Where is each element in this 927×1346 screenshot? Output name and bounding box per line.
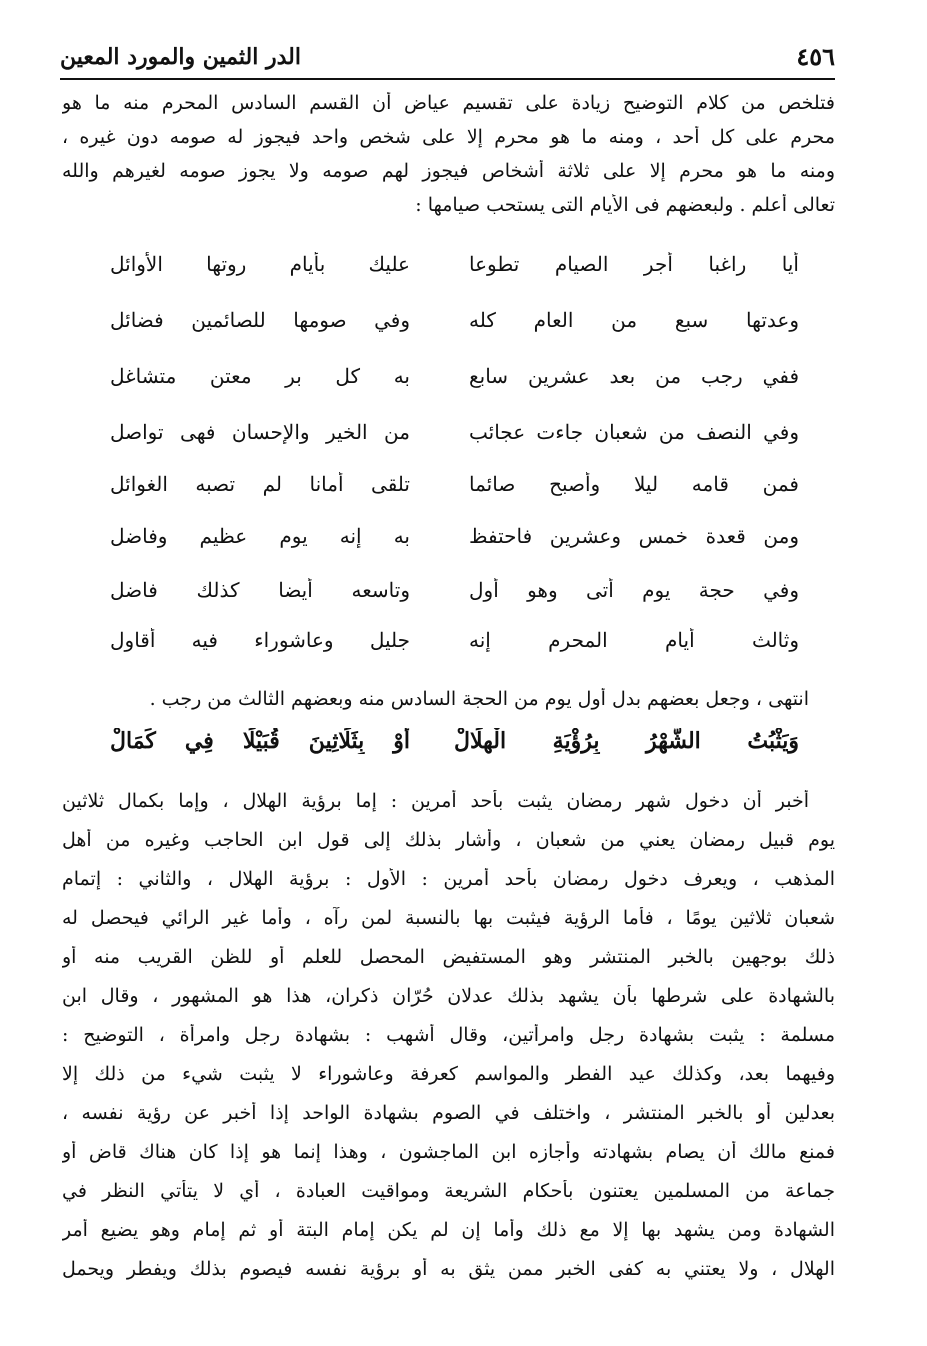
poem-verse-second-hemistich: جليل وعاشوراء فيه أقاول bbox=[110, 628, 410, 652]
commentary-line: الهلال ، ولا يعتني به كفى الخبر ممن يثق به أو برؤية نفسه فيصوم بذلك ويفطر ويحمل bbox=[62, 1258, 835, 1280]
page-number: ٤٥٦ bbox=[796, 42, 835, 71]
poem-verse-first-hemistich: أيا راغبا أجر الصيام تطوعا bbox=[469, 252, 799, 276]
poem-verse-second-hemistich: به إنه يوم عظيم وفاضل bbox=[110, 524, 410, 548]
commentary-line: المذهب ، ويعرف دخول رمضان بأحد أمرين : الأول : برؤية الهلال ، والثاني : إتمام bbox=[62, 868, 835, 890]
commentary-line: ذلك بوجهين بالخبر المنتشر وهو المستفيض المحصل للعلم أو للظن القريب منه أو bbox=[62, 946, 835, 968]
poem-verse-first-hemistich: وثالث أيام المحرم إنه bbox=[469, 628, 799, 652]
commentary-line: الشهادة ومن يشهد بها إلا مع ذلك وأما إن لم يكن إمام البتة أو ثم إمام وهو يضيع أمر bbox=[62, 1219, 835, 1241]
poem-verse-first-hemistich: وعدتها سبع من العام كله bbox=[469, 308, 799, 332]
intro-line: تعالى أعلم . ولبعضهم فى الأيام التى يستحب صيامها : bbox=[415, 194, 835, 216]
commentary-line: شعبان ثلاثين يومًا ، فأما الرؤية فيثبت بها بالنسبة لمن رآه ، وأما غير الرائي فيحصل له bbox=[62, 907, 835, 929]
poem-verse-first-hemistich: ففي رجب من بعد عشرين سابع bbox=[469, 364, 799, 388]
poem-verse-second-hemistich: به كل بر معتن متشاغل bbox=[110, 364, 410, 388]
poem-verse-first-hemistich: فمن قامه ليلا وأصبح صائما bbox=[469, 472, 799, 496]
commentary-line: بالشهادة على شرطها بأن يشهد بذلك عدلان حُرّان ذكران، هذا هو المشهور ، وقال ابن bbox=[62, 985, 835, 1007]
poem-verse-second-hemistich: وفي صومها للصائمين فضائل bbox=[110, 308, 410, 332]
matn-second-hemistich: أَوْ بِثَلَاثِينَ قُبَيْلًا فِي كَمَالْ bbox=[110, 728, 410, 754]
page-header bbox=[60, 40, 835, 80]
commentary-line: بعدلين أو بالخبر المنتشر ، واختلف في الصوم بشهادة الواحد إذا أخبر عن رؤية نفسه ، bbox=[62, 1102, 835, 1124]
commentary-line: مسلمة : يثبت بشهادة رجل وامرأتين، وقال أشهب : بشهادة رجل وامرأة ، التوضيح : bbox=[62, 1024, 835, 1046]
poem-verse-second-hemistich: عليك بأيام روتها الأوائل bbox=[110, 252, 410, 276]
intro-line: فتلخص من كلام التوضيح زيادة على تقسيم عياض أن القسم السادس المحرم منه ما هو bbox=[62, 92, 835, 114]
poem-verse-second-hemistich: تلقى أمانا لم تصبه الغوائل bbox=[110, 472, 410, 496]
commentary-line: يوم قبيل رمضان يعني من شعبان ، وأشار بذلك إلى قول ابن الحاجب وغيره من أهل bbox=[62, 829, 835, 851]
running-title: الدر الثمين والمورد المعين bbox=[60, 44, 302, 70]
poem-verse-first-hemistich: ومن قعدة خمس وعشرين فاحتفظ bbox=[469, 524, 799, 548]
commentary-line: أخبر أن دخول شهر رمضان يثبت بأحد أمرين : إما برؤية الهلال ، وإما بكمال ثلاثين bbox=[62, 790, 809, 812]
poem-verse-first-hemistich: وفي حجة يوم أتى وهو أول bbox=[469, 578, 799, 602]
matn-first-hemistich: وَيَثْبُتُ الشَّهْرُ بِرُؤْيَةِ الْهِلَالْ bbox=[454, 728, 799, 754]
poem-verse-second-hemistich: من الخير والإحسان فهى تواصل bbox=[110, 420, 410, 444]
after-poem-line: انتهى ، وجعل بعضهم بدل أول يوم من الحجة السادس منه وبعضهم الثالث من رجب . bbox=[149, 688, 809, 710]
intro-line: محرم على كل أحد ، ومنه ما هو محرم إلا على شخص واحد فيجوز له صومه دون غيره ، bbox=[62, 126, 835, 148]
commentary-line: جماعة من المسلمين يعتنون بأحكام الشريعة ومواقيت العبادة ، أي لا يتأتي النظر في bbox=[62, 1180, 835, 1202]
poem-verse-first-hemistich: وفي النصف من شعبان جاءت عجائب bbox=[469, 420, 799, 444]
intro-line: ومنه ما هو محرم إلا على ثلاثة أشخاص فيجوز لهم صومه ولا يجوز صومه لغيرهم والله bbox=[62, 160, 835, 182]
poem-verse-second-hemistich: وتاسعه أيضا كذلك فاضل bbox=[110, 578, 410, 602]
commentary-line: وفيهما بعد، وكذلك عيد الفطر والمواسم كعرفة وعاشوراء لا يثبت شيء من ذلك إلا bbox=[62, 1063, 835, 1085]
commentary-line: فمنع مالك أن يصام بشهادته وأجازه ابن الماجشون ، وهذا إنما هو إذا كان هناك قاض أو bbox=[62, 1141, 835, 1163]
